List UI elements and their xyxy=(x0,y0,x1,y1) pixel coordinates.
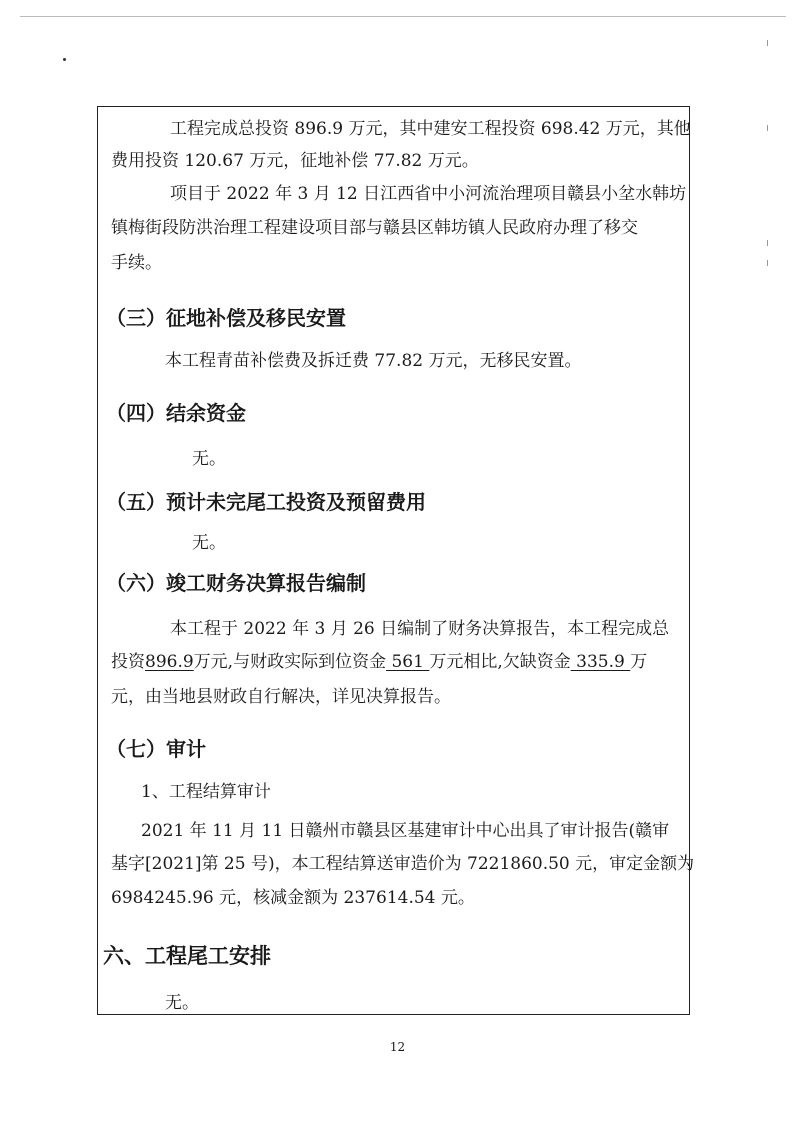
paragraph-line: 项目于 2022 年 3 月 12 日江西省中小河流治理项目赣县小坌水韩坊 xyxy=(170,184,687,204)
paragraph-line: 6984245.96 元，核减金额为 237614.54 元。 xyxy=(111,888,475,908)
underlined-amount: 335.9 xyxy=(570,652,631,672)
section-heading: （七）审计 xyxy=(106,737,206,761)
paragraph-line: 无。 xyxy=(165,993,199,1013)
paragraph-line: 无。 xyxy=(192,449,226,469)
paragraph-line: 费用投资 120.67 万元，征地补偿 77.82 万元。 xyxy=(111,151,479,171)
text-run: 万 xyxy=(630,652,648,672)
text-run: 投资 xyxy=(111,652,145,672)
section-heading: （五）预计未完尾工投资及预留费用 xyxy=(106,490,426,514)
content-frame xyxy=(97,106,690,1015)
section-heading: （三）征地补偿及移民安置 xyxy=(106,306,346,330)
scan-mark xyxy=(767,240,768,246)
scan-speck xyxy=(63,58,66,61)
paragraph-line: 基字[2021]第 25 号)，本工程结算送审造价为 7221860.50 元，审定金额为 xyxy=(111,854,695,874)
chapter-heading: 六、工程尾工安排 xyxy=(103,944,271,968)
page-number: 12 xyxy=(389,1040,406,1054)
paragraph-line: 本工程于 2022 年 3 月 26 日编制了财务决算报告，本工程完成总 xyxy=(170,619,670,639)
scan-mark xyxy=(767,40,768,46)
paragraph-line: 本工程青苗补偿费及拆迁费 77.82 万元，无移民安置。 xyxy=(165,351,582,371)
top-edge-line xyxy=(20,0,786,17)
section-heading: （四）结余资金 xyxy=(106,401,246,425)
paragraph-line: 元，由当地县财政自行解决，详见决算报告。 xyxy=(111,687,451,707)
paragraph-line: 手续。 xyxy=(111,253,162,273)
paragraph-line: 工程完成总投资 896.9 万元，其中建安工程投资 698.42 万元，其他 xyxy=(170,119,691,139)
text-run: 万元,与财政实际到位资金 xyxy=(193,652,387,672)
scan-mark xyxy=(767,125,768,131)
underlined-amount: 896.9 xyxy=(145,652,194,672)
paragraph-line: 无。 xyxy=(192,533,226,553)
paragraph-line: 镇梅街段防洪治理工程建设项目部与赣县区韩坊镇人民政府办理了移交 xyxy=(111,218,638,238)
paragraph-line: 1、工程结算审计 xyxy=(141,782,271,802)
scan-mark xyxy=(767,260,768,266)
paragraph-line: 2021 年 11 月 11 日赣州市赣县区基建审计中心出具了审计报告(赣审 xyxy=(141,821,670,841)
paragraph-line xyxy=(111,651,647,673)
section-heading: （六）竣工财务决算报告编制 xyxy=(106,571,366,595)
text-run: 万元相比,欠缺资金 xyxy=(429,652,571,672)
underlined-amount: 561 xyxy=(386,652,430,672)
